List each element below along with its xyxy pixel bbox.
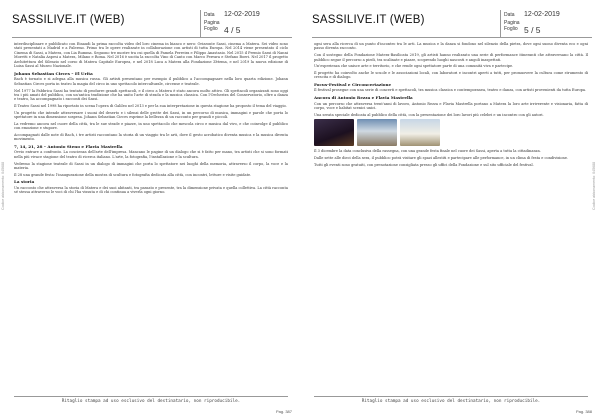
section-heading: La storia — [14, 179, 35, 185]
paragraph: Il 28 una grande festa: l'inaugurazione della mostra di scultura e fotografia dedicata alla città, con incontri, letture e visite guidate. — [14, 172, 252, 177]
page-info-box — [200, 10, 292, 37]
section-heading: Johann Sebastian Circes – El Urita — [14, 70, 93, 76]
date-label: Data — [204, 12, 215, 18]
page-header — [312, 10, 592, 38]
paragraph: Il 3 dicembre la data conclusiva della rassegna, con una grande festa finale nel cuore dei Sassi, aperta a tutta la cittadinanza. — [314, 149, 541, 154]
paragraph: Accompagnati dalle note di Bach, i tre artisti raccontano la storia di un viaggio tra le arti, dove il gesto acrobatico diventa musica e la musica diventa movimento. — [14, 132, 288, 142]
page-number: Pag. 388 — [575, 409, 592, 414]
sheet-label: Foglio — [204, 26, 218, 32]
page-label: Pagina — [204, 20, 220, 26]
page-info-box — [500, 10, 592, 37]
sheet-value: 4 / 5 — [224, 25, 241, 35]
paragraph: Con un percorso che attraversa trent'anni di lavoro, Antonio Rezza e Flavia Mastrella portano a Matera la loro arte irriverente e visionaria, fatta di corpo, voce e habitat scenici unici. — [314, 101, 588, 111]
article-body — [14, 42, 288, 394]
section-heading: Ancora di Antonio Rezza e Flavia Mastrella — [314, 95, 413, 101]
paragraph: Ovvio entrare a confronto. La coscienza dell'arte dell'impresa. Mancano le pagine di un dialogo che si è fatto per mano, tra artisti che si sono formati nella più vivace stagione del teatro di ricerca italiano. L'arte, la fotografia, l'installazione e la scultura. — [14, 150, 288, 159]
paragraph: interdisciplinare e pubblicato con Einaudi la prima raccolta video del loro cinema in bianco e nero: Orizzonte Sassi, cinema a Matera. Sei video sono stati presentati a Madrid e a Palermo. Primo tra le opere realizzate in collaborazione con artisti di tutta Europa. Nel 2014 viene presentato il ciclo Cinema di Sassi, a Matera, con Lia Rumma. Seguono tre mostre tra cui quella di Pamela Ferreira e Filippo Anastasio. Nel 2015 il Premio Sassi di Nanni Moretti e Natalia Aspesi a Matera, Milano e Roma. Nel 2016 è uscita la raccolta Vino di Canto con Marco Ferrara e Stefano Boeri. Nel 2017 il progetto Architettura del Silenzio nel corso di Matera Capitale Europea, e nel 2018 Luca a Matera alla Fondazione Zètema, e nel 2019 la nuova edizione di Luisa Sassi al Museo Nazionale. — [14, 42, 288, 69]
publication-title: SASSILIVE.IT (WEB) — [312, 14, 425, 26]
page-right — [300, 0, 600, 420]
sheet-value: 5 / 5 — [524, 25, 541, 35]
page-label: Pagina — [504, 20, 520, 26]
paragraph: Un progetto che intende attraversare i suoni del deserto e i silenzi delle grotte dei Sassi, in un percorso di musica, immagini e parole che porta lo spettatore in una dimensione sospesa. Johann Sebastian Circes esprime la bellezza di un racconto per grandi e piccoli. — [14, 110, 288, 120]
side-code: Codice abbonamento: 045688 — [1, 161, 5, 210]
paragraph: Il festival prosegue con una serie di concerti e spettacoli, tra musica classica e contemporanea, teatro e danza, con artisti provenienti da tutta Europa. — [314, 88, 587, 93]
page-number: Pag. 387 — [275, 409, 292, 414]
event-photo — [357, 119, 397, 146]
section-heading: 7, 14, 21, 28 – Antonio Steno e Flavia Mastrella — [14, 143, 123, 149]
article-body — [314, 42, 588, 394]
date-value: 12-02-2019 — [224, 11, 260, 18]
paragraph: Con il sostegno della Fondazione Matera-Basilicata 2019, gli artisti hanno realizzato una serie di performance itineranti che attraversano la città. Il pubblico segue il percorso a piedi, tra scalinate e piazze, scoprendo luoghi nascosti e angoli inaspettati. — [314, 53, 588, 62]
paragraph: Tutti gli eventi sono gratuiti, con prenotazione consigliata presso gli uffici della Fondazione e sul sito ufficiale del festival. — [314, 162, 534, 167]
section-heading: Focus-Festival e Circoncertazione — [314, 81, 392, 87]
date-label: Data — [504, 12, 515, 18]
date-value: 12-02-2019 — [524, 11, 560, 18]
event-photo — [314, 119, 354, 146]
paragraph: Dalle sette alle dieci della sera, il pubblico potrà visitare gli spazi allestiti e partecipare alle performance, in un clima di festa e condivisione. — [314, 155, 569, 160]
publication-title: SASSILIVE.IT (WEB) — [12, 14, 125, 26]
paragraph: Vedremo la stagione teatrale di Sassi in un dialogo di immagini che porta lo spettatore nei luoghi della memoria, attraverso il corpo, la voce e la materia. — [14, 161, 288, 171]
paragraph: Nel 1977 la Fabbrica Sassi ha tentato di produrre grandi spettacoli, e il circo a Matera è stato ancora molto attivo. Gli spettacoli organizzati sono oggi tra i più amati del pubblico, con un'antica tradizione che ha unito l'arte di strada e la musica classica. Con l'Orchestra del Conservatorio, oltre a danza e teatro, ha accompagnato i racconti dei Sassi. — [14, 88, 288, 102]
paragraph: Un'esperienza che unisce arte e territorio, e che rende ogni spettatore parte di una comunità viva e partecipe. — [314, 64, 514, 69]
paragraph: Bach è tornato e si adegua alla musica russa. Gli artisti presentano per esempio il pubblico a l'accompagnare nella loro quarta edizione. Johann Sebastian Circes porta in teatro la magia del circo in uno spettacolo interculturale, circense e teatrale. — [14, 77, 288, 86]
paragraph: ogni sera alla ricerca di un punto d'incontro tra le arti. La musica e la danza si fondono nel silenzio della pietra, dove ogni suono diventa eco e ogni passo diventa racconto. — [314, 42, 588, 51]
footer-notice: Ritaglio stampa ad uso esclusivo del destinatario, non riproducibile. — [314, 396, 588, 404]
paragraph: Il progetto ha coinvolto anche le scuole e le associazioni locali, con laboratori e incontri aperti a tutti, per promuovere la cultura come strumento di crescita e di dialogo. — [314, 70, 588, 80]
page-header — [12, 10, 292, 38]
paragraph: La vedremo ancora nel cuore della città, tra le sue strade e piazze, in uno spettacolo che mescola circo e musica dal vivo, e che coinvolge il pubblico con emozione e stupore. — [14, 121, 288, 131]
photo-strip — [314, 119, 588, 146]
paragraph: Il Teatro Sassi nel 1998 ha riportato in scena l'opera di Galileo nel 2013 e per la sua interpretazione in questa stagione ha proposto il tema del viaggio. — [14, 104, 287, 109]
sheet-label: Foglio — [504, 26, 518, 32]
paragraph: Una serata speciale dedicata al pubblico della città, con la presentazione dei loro lavori più celebri e un incontro con gli autori. — [314, 112, 544, 117]
paragraph: Un racconto che attraversa la storia di Matera e dei suoi abitanti, tra passato e presente, tra la dimensione privata e quella collettiva. La città racconta sé stessa attraverso le voci di chi l'ha vissuta e di chi continua a viverla ogni giorno. — [14, 185, 288, 195]
side-code: Codice abbonamento: 045688 — [592, 161, 596, 210]
event-photo — [400, 119, 440, 146]
footer-notice: Ritaglio stampa ad uso esclusivo del destinatario, non riproducibile. — [14, 396, 288, 404]
